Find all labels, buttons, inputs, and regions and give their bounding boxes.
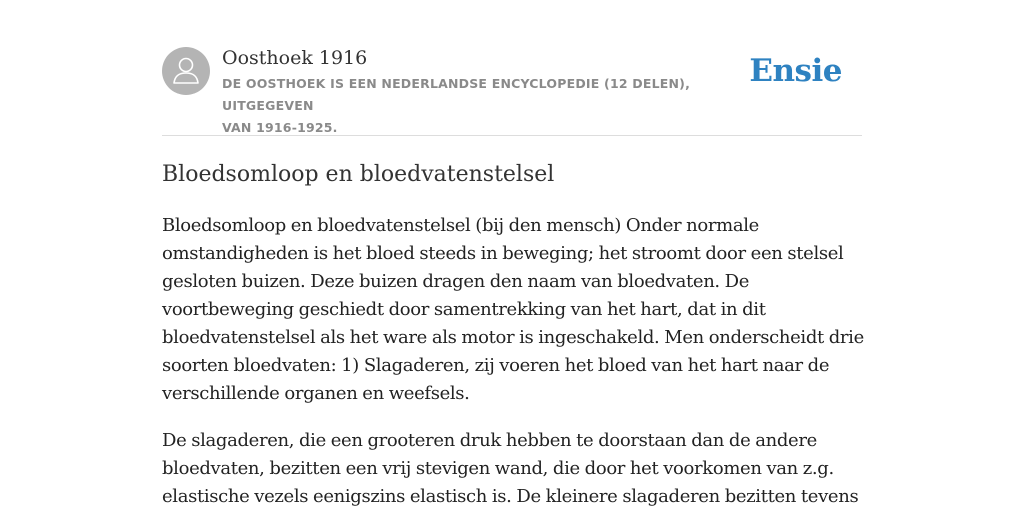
ensie-logo-link[interactable]: Ensie	[749, 53, 842, 89]
text-line: De slagaderen, die een grooteren druk hebben te doorstaan dan de andere	[162, 430, 817, 451]
text-line: voortbeweging geschiedt door samentrekking van het hart, dat in dit	[162, 299, 766, 320]
text-line: bloedvaten, bezitten een vrij stevigen wand, die door het voorkomen van z.g.	[162, 458, 834, 479]
source-description	[222, 73, 762, 139]
user-silhouette-icon	[162, 47, 210, 95]
text-line: bloedvatenstelsel als het ware als motor is ingeschakeld. Men onderscheidt drie	[162, 327, 864, 348]
source-name[interactable]: Oosthoek 1916	[222, 47, 368, 69]
source-description-line: DE OOSTHOEK IS EEN NEDERLANDSE ENCYCLOPEDIE (12 DELEN), UITGEGEVEN	[222, 76, 691, 113]
text-line: soorten bloedvaten: 1) Slagaderen, zij voeren het bloed van het hart naar de	[162, 355, 830, 376]
text-line: Bloedsomloop en bloedvatenstelsel (bij den mensch) Onder normale	[162, 215, 759, 236]
source-description-line: VAN 1916-1925.	[222, 120, 338, 135]
source-header	[162, 45, 862, 135]
header-divider	[162, 135, 862, 136]
source-info	[222, 45, 762, 139]
text-line: elastische vezels eenigszins elastisch is. De kleinere slagaderen bezitten tevens	[162, 486, 859, 507]
text-line: omstandigheden is het bloed steeds in beweging; het stroomt door een stelsel	[162, 243, 844, 264]
text-line: gesloten buizen. Deze buizen dragen den naam van bloedvaten. De	[162, 271, 750, 292]
article-body	[162, 212, 862, 512]
text-line: verschillende organen en weefsels.	[162, 383, 470, 404]
article-paragraph	[162, 212, 862, 408]
article-paragraph	[162, 427, 862, 511]
article-title: Bloedsomloop en bloedvatenstelsel	[162, 162, 555, 187]
